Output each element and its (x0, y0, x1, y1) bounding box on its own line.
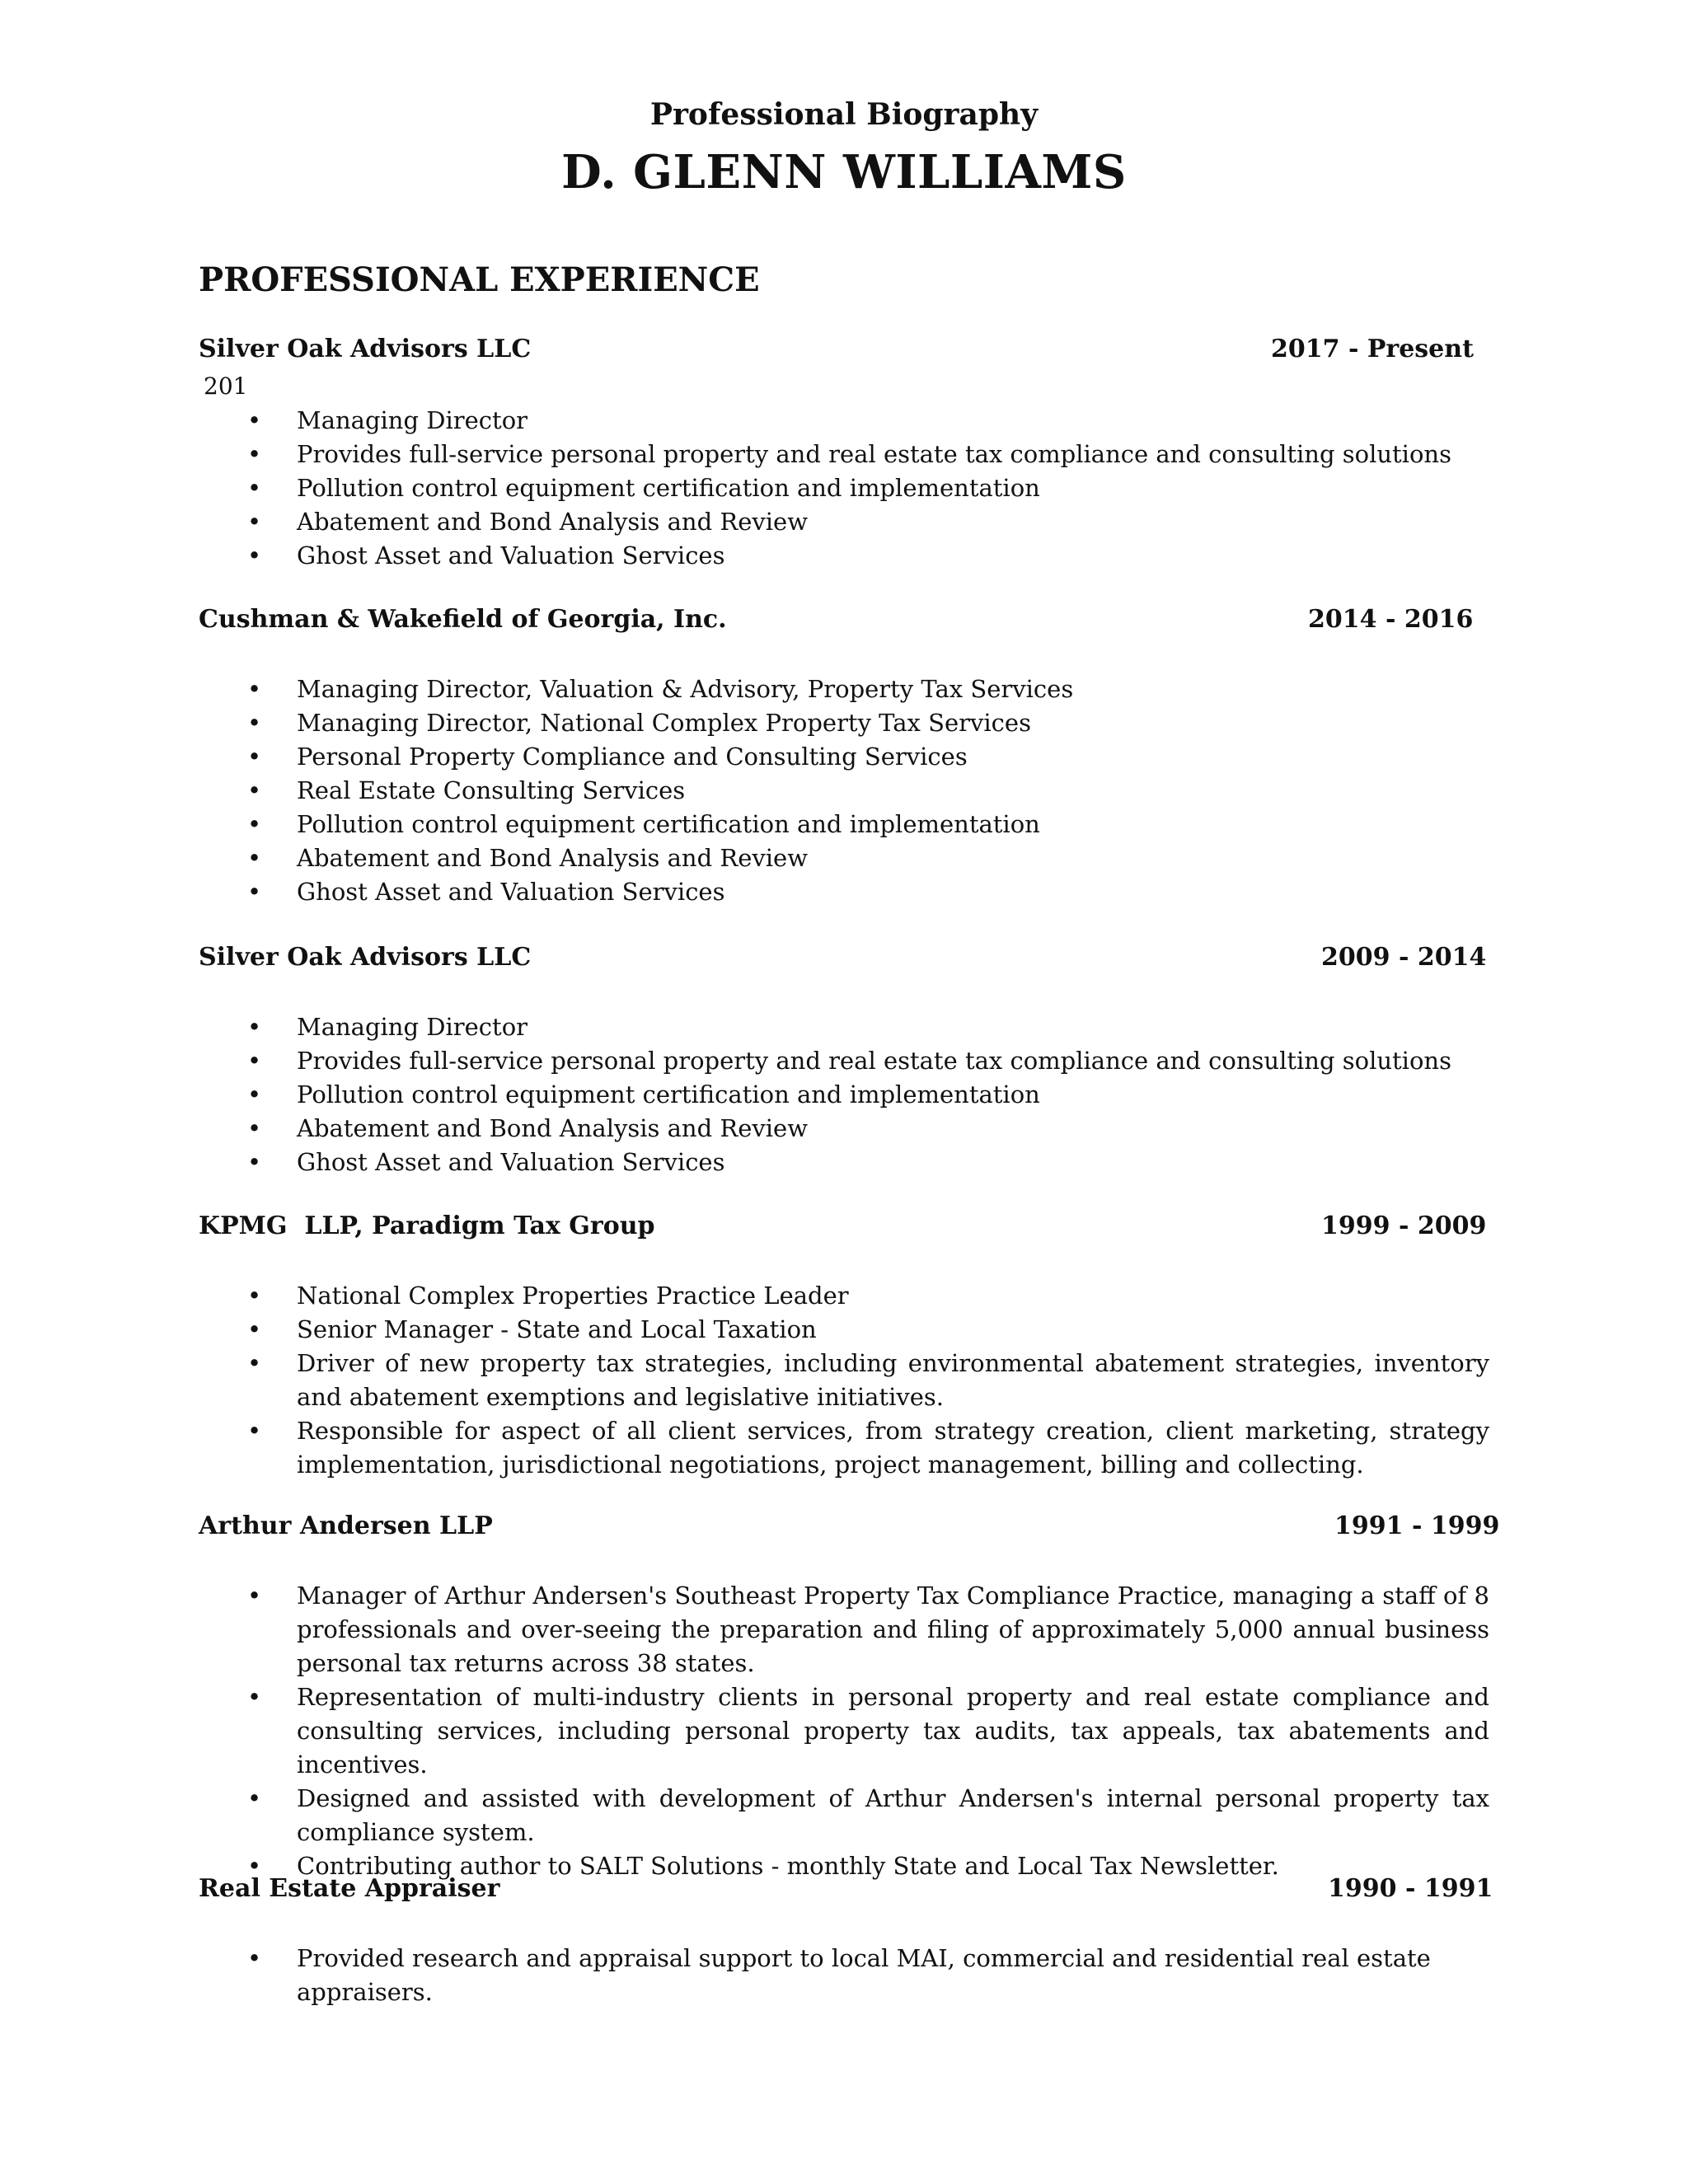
bullet-icon: • (247, 1417, 262, 1445)
list-item: • Managing Director (199, 1010, 1489, 1044)
list-item: • Senior Manager - State and Local Taxation (199, 1313, 1489, 1347)
list-item: • Contributing author to SALT Solutions - monthly State and Local Tax Newsletter. (199, 1849, 1489, 1883)
job-entry (199, 605, 1489, 906)
job-entry (199, 943, 1489, 1176)
bullet-icon: • (247, 440, 262, 468)
list-item: • Abatement and Bond Analysis and Review (199, 841, 1489, 875)
bullet-icon: • (247, 1013, 262, 1041)
company-name: KPMG LLP, Paradigm Tax Group (199, 1212, 655, 1240)
bullet-list (199, 1942, 1489, 2009)
job-dates: 1990 - 1991 (1328, 1874, 1493, 1903)
list-item: • Ghost Asset and Valuation Services (199, 539, 1489, 573)
bullet-icon: • (247, 1683, 262, 1711)
list-item: • Provides full-service personal property and real estate tax compliance and consulting solutions (199, 1044, 1489, 1078)
list-item: • Ghost Asset and Valuation Services (199, 1146, 1489, 1179)
list-item: • Provides full-service personal property and real estate tax compliance and consulting solutions (199, 438, 1489, 471)
company-name: Arthur Andersen LLP (199, 1511, 493, 1540)
bullet-icon: • (247, 1349, 262, 1377)
list-item: • Driver of new property tax strategies, including environmental abatement strategies, inventory and abatement exemptions and legislative initiatives. (199, 1347, 1489, 1414)
document-subtitle: Professional Biography (649, 97, 1039, 132)
list-item: • Responsible for aspect of all client services, from strategy creation, client marketing, strategy implementation, jurisdictional negotiations, project management, billing and collecting. (199, 1414, 1489, 1482)
bullet-icon: • (247, 743, 262, 771)
bullet-icon: • (247, 1080, 262, 1108)
bullet-list (199, 673, 1489, 909)
bullet-list (199, 1010, 1489, 1179)
job-dates: 2014 - 2016 (1308, 605, 1474, 634)
job-dates: 2017 - Present (1271, 335, 1474, 363)
job-header (199, 943, 1489, 979)
bullet-icon: • (247, 508, 262, 536)
bullet-icon: • (247, 1852, 262, 1880)
section-title: PROFESSIONAL EXPERIENCE (199, 260, 760, 299)
job-header (199, 1212, 1489, 1248)
company-name: Real Estate Appraiser (199, 1874, 500, 1903)
bullet-icon: • (247, 709, 262, 737)
list-item: • Pollution control equipment certification and implementation (199, 471, 1489, 505)
list-item: • Pollution control equipment certification and implementation (199, 1078, 1489, 1112)
list-item: • Manager of Arthur Andersen's Southeast Property Tax Compliance Practice, managing a staff of 8 professionals and over-seeing the preparation and filing of approximately 5,000 annual business personal tax returns across 38 states. (199, 1579, 1489, 1680)
job-dates: 1991 - 1999 (1334, 1511, 1500, 1540)
job-header (199, 335, 1489, 371)
list-item: • National Complex Properties Practice Leader (199, 1279, 1489, 1313)
list-item: • Pollution control equipment certification and implementation (199, 808, 1489, 841)
bullet-icon: • (247, 1114, 262, 1142)
job-dates: 2009 - 2014 (1321, 943, 1487, 972)
company-name: Silver Oak Advisors LLC (199, 335, 532, 363)
bullet-icon: • (247, 1582, 262, 1610)
bullet-list (199, 1579, 1489, 1883)
list-item: • Ghost Asset and Valuation Services (199, 875, 1489, 909)
job-header (199, 605, 1489, 641)
bullet-icon: • (247, 776, 262, 804)
job-entry (199, 335, 1489, 569)
bullet-icon: • (247, 1282, 262, 1310)
list-item: • Real Estate Consulting Services (199, 774, 1489, 808)
bullet-list (199, 1279, 1489, 1482)
bullet-icon: • (247, 675, 262, 703)
job-header (199, 1874, 1493, 1910)
list-item: • Abatement and Bond Analysis and Review (199, 505, 1489, 539)
bullet-icon: • (247, 1784, 262, 1812)
company-name: Cushman & Wakefield of Georgia, Inc. (199, 605, 727, 634)
bullet-icon: • (247, 474, 262, 502)
bullet-icon: • (247, 1047, 262, 1075)
list-item: • Abatement and Bond Analysis and Review (199, 1112, 1489, 1146)
bullet-icon: • (247, 541, 262, 569)
job-entry (199, 1212, 1489, 1479)
bullet-icon: • (247, 844, 262, 872)
job-entry (199, 1511, 1500, 1880)
bullet-icon: • (247, 1944, 262, 1972)
list-item: • Managing Director, National Complex Property Tax Services (199, 706, 1489, 740)
stray-text: 201 (204, 373, 248, 400)
bullet-icon: • (247, 406, 262, 434)
list-item: • Representation of multi-industry clients in personal property and real estate compliance and consulting services, including personal property tax audits, tax appeals, tax abatements and incentives. (199, 1680, 1489, 1782)
bullet-icon: • (247, 1148, 262, 1176)
bullet-icon: • (247, 878, 262, 906)
bullet-icon: • (247, 810, 262, 838)
list-item: • Managing Director, Valuation & Advisory, Property Tax Services (199, 673, 1489, 706)
job-dates: 1999 - 2009 (1321, 1212, 1487, 1240)
bullet-list (199, 404, 1489, 573)
person-name: D. GLENN WILLIAMS (561, 145, 1127, 199)
company-name: Silver Oak Advisors LLC (199, 943, 532, 972)
list-item: • Managing Director (199, 404, 1489, 438)
list-item: • Designed and assisted with development of Arthur Andersen's internal personal property tax compliance system. (199, 1782, 1489, 1849)
list-item: • Personal Property Compliance and Consulting Services (199, 740, 1489, 774)
job-header (199, 1511, 1500, 1548)
list-item: • Provided research and appraisal support to local MAI, commercial and residential real estate appraisers. (199, 1942, 1489, 2009)
job-entry (199, 1874, 1493, 2006)
bullet-icon: • (247, 1315, 262, 1343)
